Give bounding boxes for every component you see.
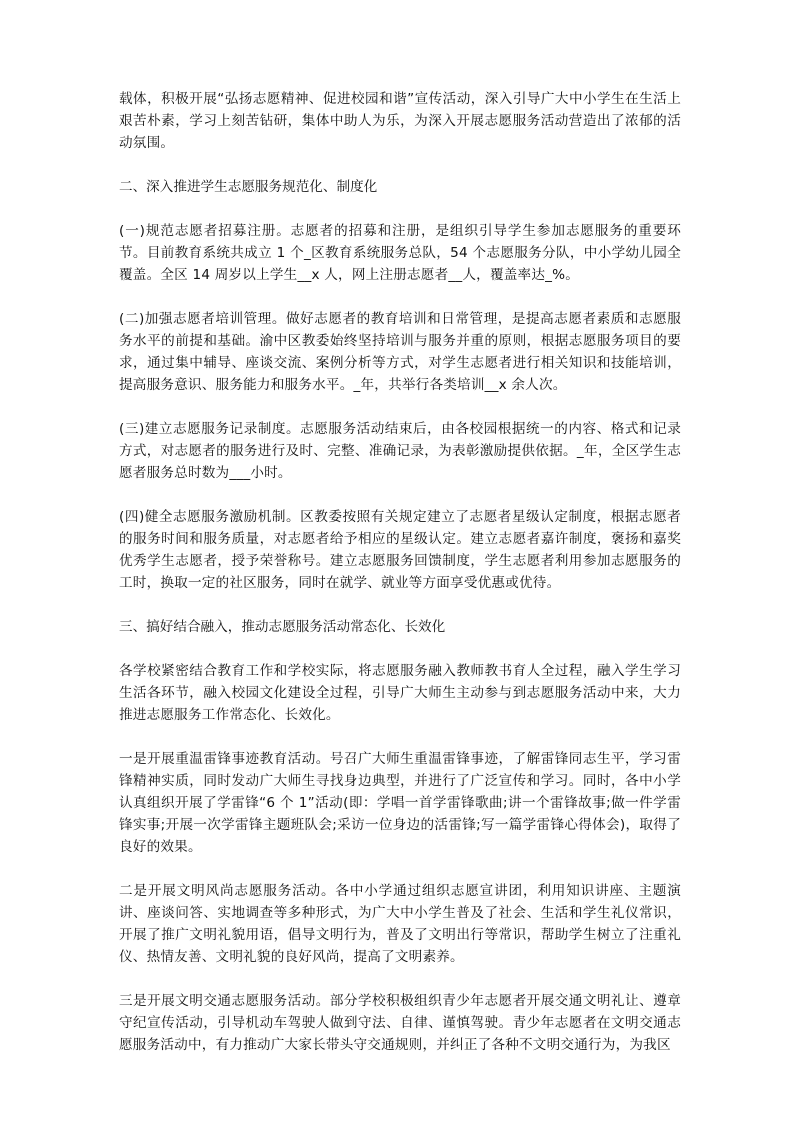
paragraph-integration: 各学校紧密结合教育工作和学校实际，将志愿服务融入教师教书育人全过程，融入学生学习生活各环节，融入校园文化建设全过程，引导广大师生主动参与到志愿服务活动中来，大力推进志愿服务工作常态化、长效化。: [119, 663, 681, 723]
section-heading-3: 三、搞好结合融入，推动志愿服务活动常态化、长效化: [119, 619, 446, 635]
paragraph-intro: 载体，积极开展“弘扬志愿精神、促进校园和谐”宣传活动，深入引导广大中小学生在生活上艰苦朴素，学习上刻苦钻研，集体中助人为乐，为深入开展志愿服务活动营造出了浓郁的活动氛围。: [119, 91, 681, 151]
paragraph-civility: 二是开展文明风尚志愿服务活动。各中小学通过组织志愿宣讲团，利用知识讲座、主题演讲、座谈问答、实地调查等多种形式，为广大中小学生普及了社会、生活和学生礼仪常识，开展了推广文明礼貌用语，倡导文明行为，普及了文明出行等常识，帮助学生树立了注重礼仪、热情友善、文明礼貌的良好风尚，提高了文明素养。: [119, 883, 681, 965]
document-page: [119, 88, 681, 1078]
paragraph-training: (二)加强志愿者培训管理。做好志愿者的教育培训和日常管理，是提高志愿者素质和志愿服务水平的前提和基础。渝中区教委始终坚持培训与服务并重的原则，根据志愿服务项目的要求，通过集中辅导、座谈交流、案例分析等方式，对学生志愿者进行相关知识和技能培训，提高服务意识、服务能力和服务水平。_年，共举行各类培训__x 余人次。: [119, 311, 681, 393]
section-heading-2: 二、深入推进学生志愿服务规范化、制度化: [119, 179, 378, 195]
paragraph-incentives: (四)健全志愿服务激励机制。区教委按照有关规定建立了志愿者星级认定制度，根据志愿者的服务时间和服务质量，对志愿者给予相应的星级认定。建立志愿者嘉许制度，褒扬和嘉奖优秀学生志愿者，授予荣誉称号。建立志愿服务回馈制度，学生志愿者利用参加志愿服务的工时，换取一定的社区服务，同时在就学、就业等方面享受优惠或优待。: [119, 509, 681, 591]
paragraph-traffic: 三是开展文明交通志愿服务活动。部分学校积极组织青少年志愿者开展交通文明礼让、遵章守纪宣传活动，引导机动车驾驶人做到守法、自律、谨慎驾驶。青少年志愿者在文明交通志愿服务活动中，有力推动广大家长带头守交通规则，并纠正了各种不文明交通行为，为我区: [119, 993, 681, 1053]
paragraph-leifeng: 一是开展重温雷锋事迹教育活动。号召广大师生重温雷锋事迹，了解雷锋同志生平，学习雷锋精神实质，同时发动广大师生寻找身边典型，并进行了广泛宣传和学习。同时，各中小学认真组织开展了学雷锋“6 个 1”活动(即：学唱一首学雷锋歌曲;讲一个雷锋故事;做一件学雷锋实事;开展一次学雷锋主题班队会;采访一位身边的活雷锋;写一篇学雷锋心得体会)，取得了良好的效果。: [119, 751, 681, 855]
paragraph-records: (三)建立志愿服务记录制度。志愿服务活动结束后，由各校园根据统一的内容、格式和记录方式，对志愿者的服务进行及时、完整、准确记录，为表彰激励提供依据。_年，全区学生志愿者服务总时数为___小时。: [119, 421, 681, 481]
paragraph-registration: (一)规范志愿者招募注册。志愿者的招募和注册，是组织引导学生参加志愿服务的重要环节。目前教育系统共成立 1 个_区教育系统服务总队，54 个志愿服务分队，中小学幼儿园全覆盖。全区 14 周岁以上学生__x 人，网上注册志愿者__人，覆盖率达_%。: [119, 223, 681, 283]
